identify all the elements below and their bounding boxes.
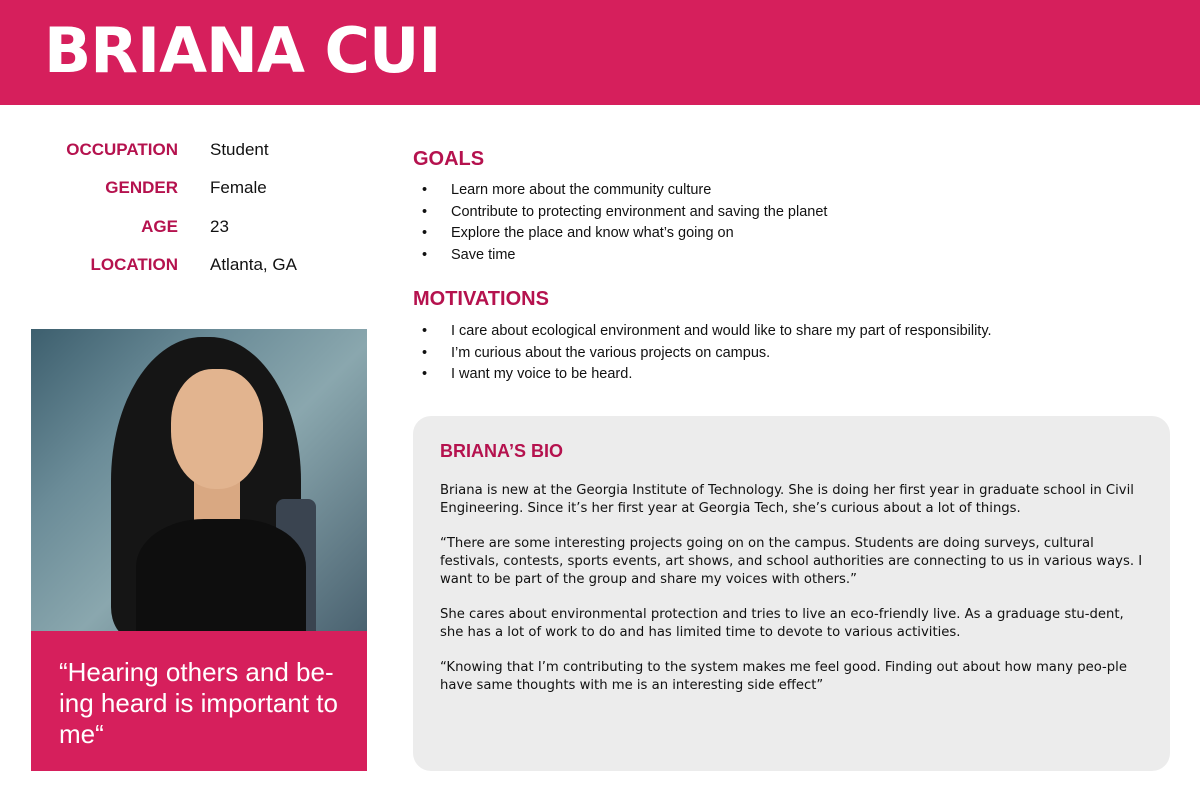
list-item: • Learn more about the community culture [420,180,827,202]
bio-card [413,416,1170,771]
motivations-list [420,321,992,386]
bio-paragraph: “Knowing that I’m contributing to the system makes me feel good. Finding out about how many peo-ple have same thoughts with me is an interesting side effect” [440,660,1127,693]
fact-age [30,217,370,247]
persona-quote: “Hearing others and be-ing heard is important to me“ [59,657,338,749]
persona-name: BRIANA CUI [44,14,441,87]
list-item: • I care about ecological environment and would like to share my part of responsibility. [420,321,992,343]
fact-value: Female [210,178,267,197]
fact-value: Student [210,140,269,159]
goals-title: GOALS [413,148,485,170]
bio-paragraphs [440,482,1145,712]
list-item: • I’m curious about the various projects on campus. [420,343,992,365]
fact-value: Atlanta, GA [210,255,297,274]
bio-title: BRIANA’S BIO [440,441,564,461]
fact-occupation [30,140,370,170]
fact-location [30,255,370,285]
quote-box [31,631,367,771]
fact-label: AGE [141,217,178,236]
list-item: • Explore the place and know what’s going on [420,223,827,245]
fact-gender [30,178,370,208]
motivations-title: MOTIVATIONS [413,288,549,310]
fact-label: OCCUPATION [66,140,178,159]
photo-shirt [136,519,306,631]
list-item: • Contribute to protecting environment and saving the planet [420,202,827,224]
list-item: • Save time [420,245,827,267]
bio-paragraph: “There are some interesting projects going on on the campus. Students are doing surveys, cultural festivals, contests, sports events, art shows, and school authorities are connecting to us in various ways. I want to be part of the group and share my voices with others.” [440,536,1143,587]
fact-label: LOCATION [90,255,178,274]
photo-face [171,369,263,489]
header-banner [0,0,1200,105]
fact-label: GENDER [105,178,178,197]
bio-paragraph: Briana is new at the Georgia Institute of Technology. She is doing her first year in graduate school in Civil Engineering. Since it’s her first year at Georgia Tech, she’s curious about a lot of things. [440,483,1134,516]
fact-value: 23 [210,217,229,236]
bio-paragraph: She cares about environmental protection and tries to live an eco-friendly live. As a graduage stu-dent, she has a lot of work to do and has limited time to devote to various activities. [440,607,1124,640]
list-item: • I want my voice to be heard. [420,364,992,386]
goals-list [420,180,827,266]
persona-photo [31,329,367,631]
